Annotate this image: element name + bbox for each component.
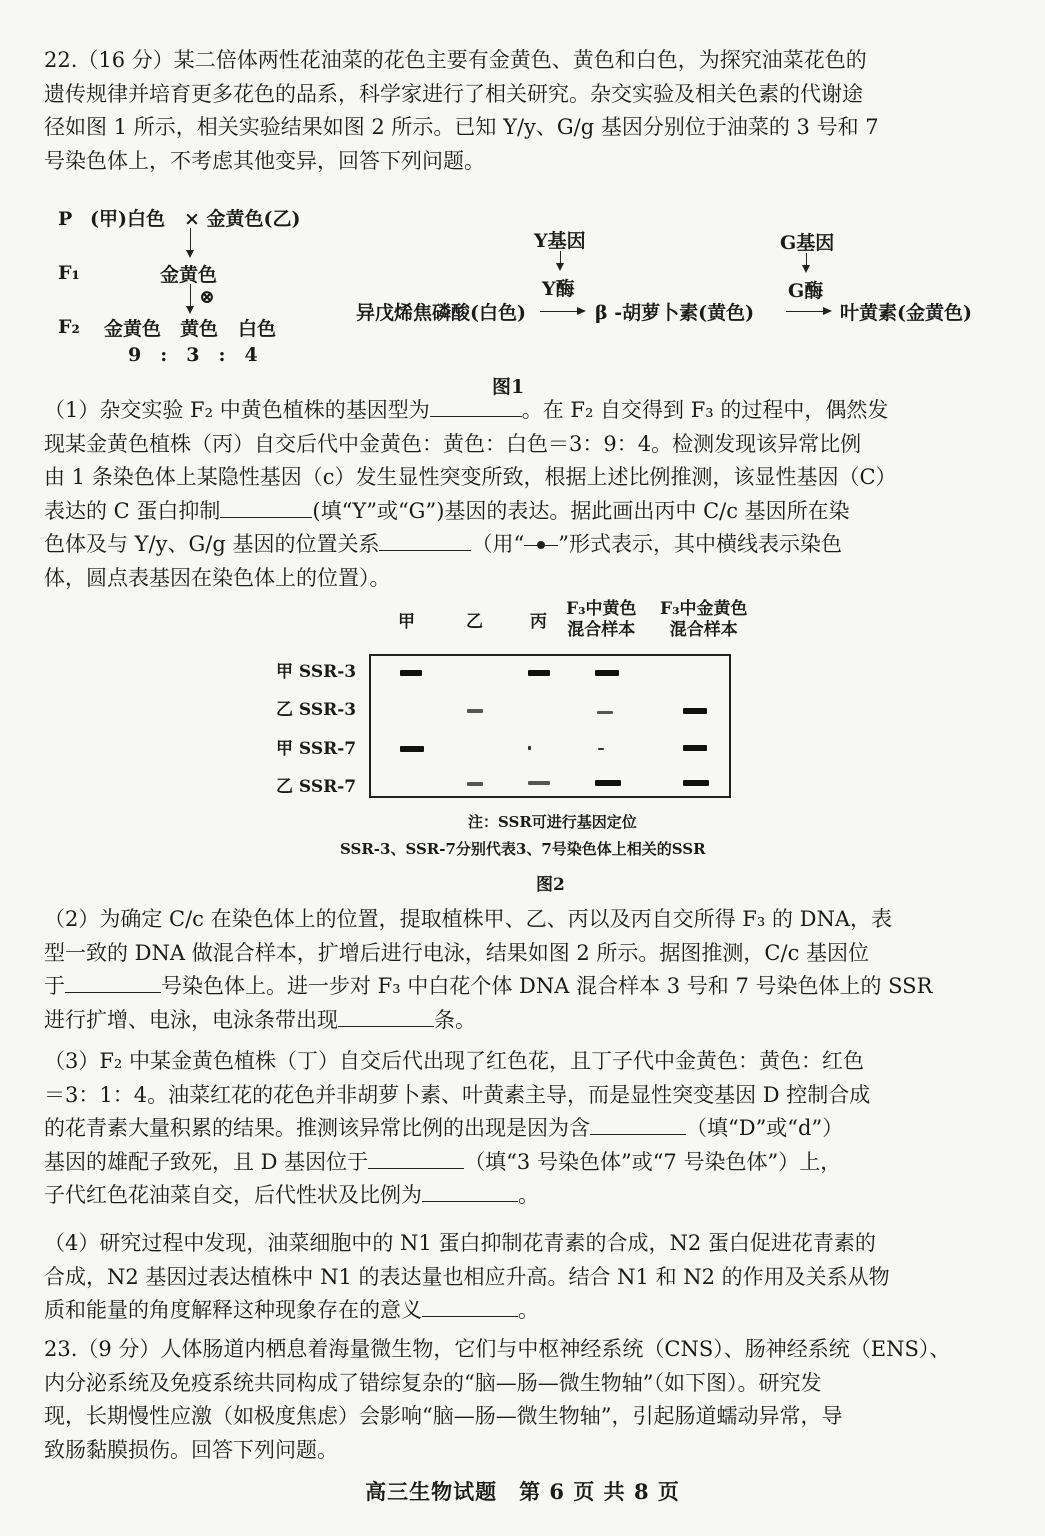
answer-blank-4[interactable] (65, 991, 161, 993)
part4-line-2: 合成，N2 基因过表达植株中 N1 的表达量也相应升高。结合 N1 和 N2 的作用及关系从物 (44, 1264, 890, 1289)
gel-col-yi: 乙 (466, 612, 483, 632)
g-enzyme-label: G酶 (788, 280, 824, 302)
p-cross-text: (甲)白色 × 金黄色(乙) (90, 208, 301, 230)
gel-band (400, 746, 424, 752)
part3-line-4 (44, 1146, 984, 1180)
gel-row-yi-ssr7: 乙 SSR-7 (276, 777, 357, 797)
gel-band (683, 780, 709, 786)
f1-to-f2-arrow (190, 284, 191, 312)
part1-line-6: 体，圆点表基因在染色体上的位置）。 (44, 565, 391, 590)
answer-blank-9[interactable] (422, 1315, 518, 1317)
gel-band (528, 670, 550, 676)
g-gene-arrow (806, 253, 807, 271)
part2-line-4 (44, 1004, 984, 1038)
electrophoresis-gel (369, 654, 731, 798)
part2-text-c: 进行扩增、电泳，电泳条带出现 (44, 1007, 338, 1032)
q22-line-3: 径如图 1 所示，相关实验结果如图 2 所示。已知 Y/y、G/g 基因分别位于油菜的 3 号和 7 (44, 115, 879, 139)
f2-phenotype-white: 白色 (238, 318, 277, 340)
pathway-intermediate: β -胡萝卜素(黄色) (595, 302, 755, 324)
f2-ratio: 9 : 3 : 4 (128, 344, 258, 366)
question-22-part-1 (44, 394, 984, 595)
q22-line-4: 号染色体上，不考虑其他变异，回答下列问题。 (44, 148, 485, 173)
part3-line-2: ＝3：1：4。油菜红花的花色并非胡萝卜素、叶黄素主导，而是显性突变基因 D 控制合成 (44, 1082, 871, 1107)
answer-blank-5[interactable] (338, 1025, 434, 1027)
part1-line-3: 由 1 条染色体上某隐性基因（c）发生显性突变所致，根据上述比例推测，该显性基因（C） (44, 465, 897, 489)
p-label: P (58, 208, 73, 230)
part3-text-b: （填“D”或“d”） (686, 1116, 844, 1140)
part2-line-1: （2）为确定 C/c 在染色体上的位置，提取植株甲、乙、丙以及丙自交所得 F₃ 的 DNA，表 (44, 907, 893, 931)
f2-label: F₂ (58, 316, 80, 338)
substrate-arrow (540, 311, 584, 312)
part3-text-e: 子代红色花油菜自交，后代性状及比例为 (44, 1183, 422, 1207)
gel-row-jia-ssr3: 甲 SSR-3 (276, 662, 357, 682)
p-to-f1-arrow (190, 228, 191, 256)
f2-phenotype-yellow: 黄色 (180, 318, 219, 340)
part1-text-b: 。在 F₂ 自交得到 F₃ 的过程中，偶然发 (521, 398, 889, 422)
part1-text-c: 表达的 C 蛋白抑制 (44, 498, 221, 523)
page-footer: 高三生物试题 第 6 页 共 8 页 (365, 1479, 680, 1504)
part3-line-3 (44, 1112, 984, 1146)
part3-line-5 (44, 1179, 984, 1213)
part2-text-b: 号染色体上。进一步对 F₃ 中白花个体 DNA 混合样本 3 号和 7 号染色体上的 SSR (161, 974, 933, 998)
part1-text-f: （用“ (471, 532, 525, 556)
self-cross-symbol: ⊗ (199, 286, 215, 308)
gel-col-f3-yellow: F₃中黄色 混合样本 (566, 599, 637, 640)
figure-1-caption: 图1 (492, 376, 525, 398)
figure-1 (0, 196, 1045, 396)
part4-text-b: 。 (518, 1298, 539, 1322)
q23-line-2: 内分泌系统及免疫系统共同构成了错综复杂的“脑—肠—微生物轴”（如下图）。研究发 (44, 1370, 822, 1395)
gel-band (528, 781, 550, 785)
part1-line-5 (44, 528, 984, 562)
gel-band (597, 711, 613, 714)
gel-band (598, 748, 604, 750)
part3-text-d: （填“3 号染色体”或“7 号染色体”）上， (464, 1149, 842, 1174)
gel-band (683, 708, 707, 714)
q22-line-2: 遗传规律并培育更多花色的品系，科学家进行了相关研究。杂交实验及相关色素的代谢途 (44, 81, 863, 106)
question-22-intro (44, 44, 984, 178)
gel-col-bing: 丙 (530, 612, 547, 632)
gel-row-jia-ssr7: 甲 SSR-7 (276, 739, 357, 759)
part3-text-c: 基因的雄配子致死，且 D 基因位于 (44, 1149, 369, 1174)
answer-blank-1[interactable] (430, 415, 522, 417)
gel-band (683, 745, 707, 751)
gel-band (400, 670, 422, 676)
gel-row-yi-ssr3: 乙 SSR-3 (276, 700, 357, 720)
answer-blank-8[interactable] (422, 1200, 518, 1202)
f1-phenotype: 金黄色 (160, 264, 218, 286)
gel-band (595, 780, 621, 786)
q23-line-3: 现，长期慢性应激（如极度焦虑）会影响“脑—肠—微生物轴”，引起肠道蠕动异常，导 (44, 1404, 843, 1428)
part2-line-2: 型一致的 DNA 做混合样本，扩增后进行电泳，结果如图 2 所示。据图推测，C/c 基因位 (44, 940, 870, 965)
f2-phenotype-golden: 金黄色 (104, 318, 162, 340)
part1-text-g: ”形式表示，其中横线表示染色 (558, 532, 842, 556)
question-22-part-2 (44, 903, 984, 1037)
answer-blank-3[interactable] (379, 549, 471, 551)
question-22-part-4 (44, 1227, 984, 1328)
y-gene-arrow (560, 251, 561, 269)
part1-text-e: 色体及与 Y/y、G/g 基因的位置关系 (44, 532, 380, 556)
figure-2-caption: 图2 (536, 875, 565, 895)
figure-2-note-2: SSR-3、SSR-7分别代表3、7号染色体上相关的SSR (340, 840, 706, 858)
gel-band (528, 746, 531, 750)
figure-2-note-1: 注：SSR可进行基因定位 (468, 813, 637, 831)
gel-col-jia: 甲 (398, 612, 415, 632)
q23-line-4: 致肠黏膜损伤。回答下列问题。 (44, 1437, 338, 1462)
part4-line-1: （4）研究过程中发现，油菜细胞中的 N1 蛋白抑制花青素的合成，N2 蛋白促进花青素的 (44, 1231, 876, 1255)
y-gene-label: Y基因 (534, 230, 586, 252)
part2-text-d: 条。 (434, 1007, 476, 1032)
intermediate-arrow (786, 311, 830, 312)
gel-band (595, 670, 619, 676)
q23-line-1: 23.（9 分）人体肠道内栖息着海量微生物，它们与中枢神经系统（CNS）、肠神经系统（ENS）、 (44, 1337, 951, 1361)
pathway-substrate: 异戊烯焦磷酸(白色) (356, 302, 526, 324)
gel-col-f3-golden: F₃中金黄色 混合样本 (660, 599, 748, 640)
part2-text-a: 于 (44, 974, 65, 998)
part1-line-2: 现某金黄色植株（丙）自交后代中金黄色：黄色：白色＝3：9：4。检测发现该异常比例 (44, 431, 862, 456)
part1-text-a: （1）杂交实验 F₂ 中黄色植株的基因型为 (44, 398, 430, 422)
part3-text-f: 。 (518, 1183, 539, 1207)
answer-blank-7[interactable] (368, 1167, 464, 1169)
answer-blank-2[interactable] (220, 516, 312, 518)
question-23 (44, 1333, 984, 1467)
part4-text-a: 质和能量的角度解释这种现象存在的意义 (44, 1298, 422, 1322)
part1-line-1 (44, 394, 984, 428)
f1-label: F₁ (58, 262, 80, 284)
g-gene-label: G基因 (780, 232, 835, 254)
q22-line-1: 22.（16 分）某二倍体两性花油菜的花色主要有金黄色、黄色和白色，为探究油菜花色的 (44, 48, 867, 72)
part3-line-1: （3）F₂ 中某金黄色植株（丁）自交后代出现了红色花，且丁子代中金黄色：黄色：红色 (44, 1049, 865, 1073)
gel-band (467, 709, 483, 713)
part3-text-a: 的花青素大量积累的结果。推测该异常比例的出现是因为含 (44, 1116, 590, 1140)
gel-band (467, 782, 483, 786)
part1-line-4 (44, 495, 984, 529)
question-22-part-3 (44, 1045, 984, 1213)
answer-blank-6[interactable] (590, 1133, 686, 1135)
chromosome-symbol-icon (524, 541, 558, 551)
part1-text-d: (填“Y”或“G”)基因的表达。据此画出丙中 C/c 基因所在染 (312, 498, 850, 523)
part4-line-3 (44, 1294, 984, 1328)
part2-line-3 (44, 970, 984, 1004)
pathway-product: 叶黄素(金黄色) (840, 302, 972, 324)
y-enzyme-label: Y酶 (542, 278, 575, 300)
